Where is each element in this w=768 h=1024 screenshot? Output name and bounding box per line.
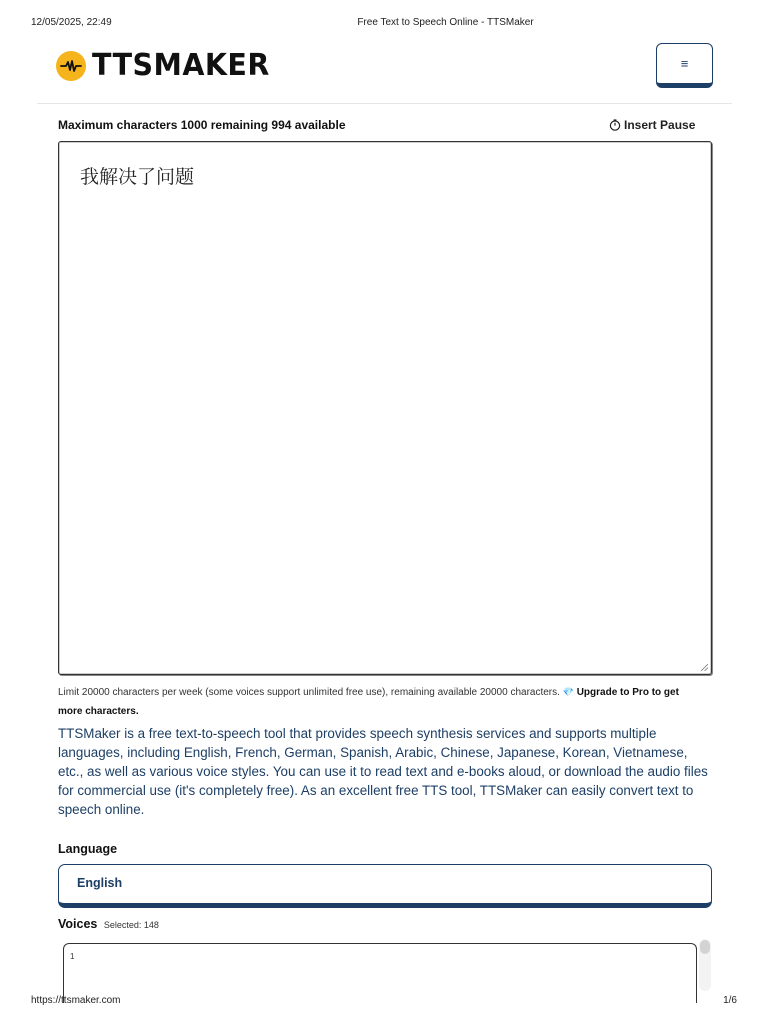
language-selected-value: English bbox=[77, 876, 123, 890]
waveform-icon bbox=[56, 51, 86, 81]
voice-list-item[interactable]: 1 bbox=[70, 952, 75, 961]
logo[interactable] bbox=[56, 50, 279, 82]
intro-paragraph: TTSMaker is a free text-to-speech tool that provides speech synthesis services and supports multiple languages, including English, French, German, Spanish, Arabic, Chinese, Japanese, Korean, Vietnamese, etc., as well as various voice styles. You can use it to read text and e-books aloud, or download the audio files for commercial use (it's completely free). As an excellent free TTS tool, TTSMaker can easily convert text to speech online. bbox=[58, 726, 708, 817]
voices-selected-count: Selected: 148 bbox=[103, 920, 159, 930]
resize-handle-icon[interactable] bbox=[700, 663, 708, 671]
logo-text: TTSMAKER bbox=[92, 48, 270, 83]
voices-list[interactable] bbox=[63, 943, 697, 1003]
print-url: https://ttsmaker.com bbox=[31, 995, 121, 1006]
print-page-number: 1/6 bbox=[723, 995, 737, 1006]
weekly-limit-note bbox=[58, 683, 706, 721]
menu-button[interactable] bbox=[656, 43, 713, 88]
print-datetime: 12/05/2025, 22:49 bbox=[31, 17, 112, 28]
voices-label bbox=[58, 917, 159, 931]
scrollbar-thumb[interactable] bbox=[700, 940, 710, 954]
print-page-title: Free Text to Speech Online - TTSMaker bbox=[357, 17, 534, 28]
site-header bbox=[37, 40, 732, 104]
insert-pause-button[interactable] bbox=[609, 118, 695, 132]
upgrade-link[interactable]: Upgrade to Pro to get more characters. bbox=[58, 687, 679, 717]
language-select[interactable] bbox=[58, 864, 712, 908]
input-text[interactable]: 我解决了问题 bbox=[80, 166, 195, 188]
print-header bbox=[0, 17, 768, 31]
character-counter: Maximum characters 1000 remaining 994 available bbox=[58, 118, 346, 132]
print-footer bbox=[0, 995, 768, 1009]
voices-scrollbar[interactable] bbox=[699, 939, 711, 991]
text-input-area[interactable] bbox=[58, 141, 712, 675]
limit-note-text: Limit 20000 characters per week (some voices support unlimited free use), remaining available 20000 characters. bbox=[58, 687, 560, 698]
language-label: Language bbox=[58, 842, 118, 856]
timer-icon bbox=[609, 119, 621, 131]
voices-label-text: Voices bbox=[58, 917, 98, 931]
insert-pause-label: Insert Pause bbox=[624, 118, 696, 132]
diamond-icon: 💎 bbox=[562, 687, 574, 697]
hamburger-icon: ≡ bbox=[680, 56, 689, 71]
